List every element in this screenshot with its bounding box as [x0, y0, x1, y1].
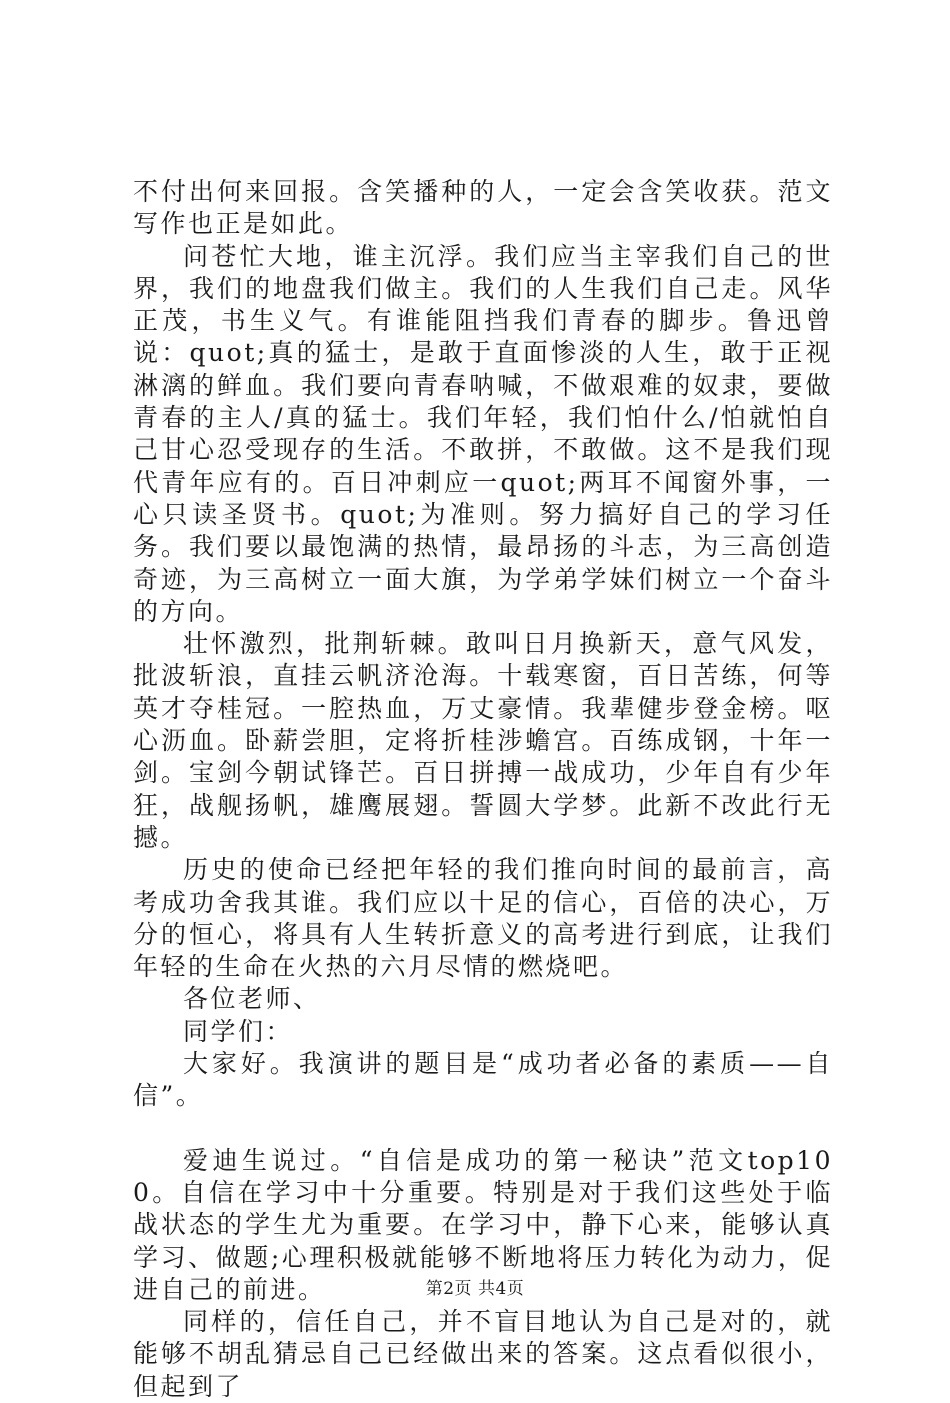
salutation-teachers: 各位老师、: [183, 984, 321, 1014]
paragraph-6: 同样的，信任自己，并不盲目地认为自己是对的，就能够不胡乱猜忌自己已经做出来的答案。这点看似很小，但起到了: [133, 1307, 833, 1401]
paragraph-2: 问苍忙大地，谁主沉浮。我们应当主宰我们自己的世界，我们的地盘我们做主。我们的人生我们自己走。风华正茂，书生义气。有谁能阻挡我们青春的脚步。鲁迅曾说：quot;真的猛士，是敢于直面惨淡的人生，敢于正视淋漓的鲜血。我们要向青春呐喊，不做艰难的奴隶，要做青春的主人/真的猛士。我们年轻，我们怕什么/怕就怕自己甘心忍受现存的生活。不敢拼，不敢做。这不是我们现代青年应有的。百日冲刺应一quot;两耳不闻窗外事，一心只读圣贤书。quot;为准则。努力搞好自己的学习任务。我们要以最饱满的热情，最昂扬的斗志，为三高创造奇迹，为三高树立一面大旗，为学弟学妹们树立一个奋斗的方向。: [133, 241, 833, 626]
page-number-footer: 第2页 共4页: [425, 1279, 525, 1299]
paragraph-1: 不付出何来回报。含笑播种的人，一定会含笑收获。范文写作也正是如此。: [133, 177, 833, 239]
document-body: [133, 176, 833, 1403]
speech-intro: 大家好。我演讲的题目是“成功者必备的素质——自信”。: [133, 1049, 833, 1111]
paragraph-3: 壮怀激烈，批荆斩棘。敢叫日月换新天，意气风发，批波斩浪，直挂云帆济沧海。十载寒窗，百日苦练，何等英才夺桂冠。一腔热血，万丈豪情。我辈健步登金榜。呕心沥血。卧薪尝胆，定将折桂涉蟾宫。百练成钢，十年一剑。宝剑今朝试锋芒。百日拼搏一战成功，少年自有少年狂，战舰扬帆，雄鹰展翅。誓圆大学梦。此新不改此行无撼。: [133, 629, 833, 852]
salutation-students: 同学们：: [183, 1016, 294, 1046]
paragraph-5: 爱迪生说过。“自信是成功的第一秘诀”范文top100。自信在学习中十分重要。特别是对于我们这些处于临战状态的学生尤为重要。在学习中，静下心来，能够认真学习、做题;心理积极就能够不断地将压力转化为动力，促进自己的前进。: [133, 1145, 833, 1304]
paragraph-4: 历史的使命已经把年轻的我们推向时间的最前言，高考成功舍我其谁。我们应以十足的信心，百倍的决心，万分的恒心，将具有人生转折意义的高考进行到底，让我们年轻的生命在火热的六月尽情的燃烧吧。: [133, 855, 833, 982]
